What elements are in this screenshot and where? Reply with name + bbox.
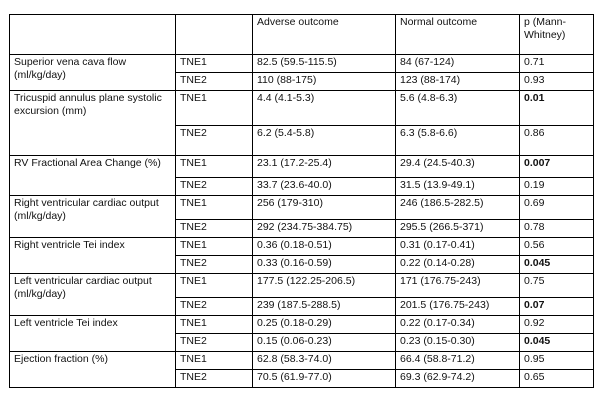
adverse-value-cell: 82.5 (59.5-115.5)	[253, 55, 396, 73]
table-row	[10, 316, 594, 334]
normal-value-cell: 29.4 (24.5-40.3)	[396, 156, 520, 178]
parameter-label: RV Fractional Area Change (%)	[10, 156, 176, 196]
normal-value-cell: 69.3 (62.9-74.2)	[396, 370, 520, 388]
normal-value-cell: 0.22 (0.17-0.34)	[396, 316, 520, 334]
normal-value-cell: 5.6 (4.8-6.3)	[396, 91, 520, 126]
p-value-cell: 0.07	[520, 298, 594, 316]
tne-cell: TNE1	[176, 274, 253, 298]
normal-value-cell: 201.5 (176.75-243)	[396, 298, 520, 316]
table-row	[10, 196, 594, 220]
p-value-cell: 0.19	[520, 178, 594, 196]
p-value-cell: 0.75	[520, 274, 594, 298]
p-value-cell: 0.69	[520, 196, 594, 220]
normal-value-cell: 171 (176.75-243)	[396, 274, 520, 298]
parameter-label: Tricuspid annulus plane systolic excursion (mm)	[10, 91, 176, 156]
p-value-cell: 0.01	[520, 91, 594, 126]
header-normal-outcome: Normal outcome	[396, 15, 520, 55]
p-value-cell: 0.86	[520, 126, 594, 156]
tne-cell: TNE2	[176, 73, 253, 91]
adverse-value-cell: 292 (234.75-384.75)	[253, 220, 396, 238]
tne-cell: TNE1	[176, 196, 253, 220]
header-cell-empty	[176, 15, 253, 55]
header-p-value: p (Mann-Whitney)	[520, 15, 594, 55]
table-container	[9, 14, 594, 388]
tne-cell: TNE2	[176, 126, 253, 156]
p-value-cell: 0.92	[520, 316, 594, 334]
tne-cell: TNE2	[176, 334, 253, 352]
tne-cell: TNE1	[176, 352, 253, 370]
adverse-value-cell: 0.25 (0.18-0.29)	[253, 316, 396, 334]
parameter-label: Left ventricular cardiac output (ml/kg/day)	[10, 274, 176, 316]
adverse-value-cell: 6.2 (5.4-5.8)	[253, 126, 396, 156]
adverse-value-cell: 0.33 (0.16-0.59)	[253, 256, 396, 274]
adverse-value-cell: 62.8 (58.3-74.0)	[253, 352, 396, 370]
adverse-value-cell: 23.1 (17.2-25.4)	[253, 156, 396, 178]
normal-value-cell: 0.31 (0.17-0.41)	[396, 238, 520, 256]
header-cell-empty	[10, 15, 176, 55]
parameter-label: Ejection fraction (%)	[10, 352, 176, 388]
p-value-cell: 0.78	[520, 220, 594, 238]
header-adverse-outcome: Adverse outcome	[253, 15, 396, 55]
normal-value-cell: 84 (67-124)	[396, 55, 520, 73]
adverse-value-cell: 33.7 (23.6-40.0)	[253, 178, 396, 196]
table-row	[10, 352, 594, 370]
parameter-label: Superior vena cava flow (ml/kg/day)	[10, 55, 176, 91]
p-value-cell: 0.93	[520, 73, 594, 91]
results-table	[9, 14, 594, 388]
normal-value-cell: 0.22 (0.14-0.28)	[396, 256, 520, 274]
normal-value-cell: 295.5 (266.5-371)	[396, 220, 520, 238]
adverse-value-cell: 4.4 (4.1-5.3)	[253, 91, 396, 126]
tne-cell: TNE1	[176, 238, 253, 256]
normal-value-cell: 6.3 (5.8-6.6)	[396, 126, 520, 156]
parameter-label: Right ventricular cardiac output (ml/kg/day)	[10, 196, 176, 238]
p-value-cell: 0.65	[520, 370, 594, 388]
normal-value-cell: 66.4 (58.8-71.2)	[396, 352, 520, 370]
table-row	[10, 238, 594, 256]
header-row	[10, 15, 594, 55]
table-row	[10, 91, 594, 126]
p-value-cell: 0.045	[520, 256, 594, 274]
tne-cell: TNE2	[176, 298, 253, 316]
normal-value-cell: 0.23 (0.15-0.30)	[396, 334, 520, 352]
parameter-label: Right ventricle Tei index	[10, 238, 176, 274]
tne-cell: TNE2	[176, 256, 253, 274]
tne-cell: TNE1	[176, 55, 253, 73]
tne-cell: TNE2	[176, 370, 253, 388]
adverse-value-cell: 177.5 (122.25-206.5)	[253, 274, 396, 298]
table-row	[10, 156, 594, 178]
tne-cell: TNE1	[176, 156, 253, 178]
tne-cell: TNE1	[176, 316, 253, 334]
p-value-cell: 0.56	[520, 238, 594, 256]
p-value-cell: 0.71	[520, 55, 594, 73]
adverse-value-cell: 0.36 (0.18-0.51)	[253, 238, 396, 256]
adverse-value-cell: 256 (179-310)	[253, 196, 396, 220]
adverse-value-cell: 239 (187.5-288.5)	[253, 298, 396, 316]
normal-value-cell: 246 (186.5-282.5)	[396, 196, 520, 220]
tne-cell: TNE2	[176, 220, 253, 238]
p-value-cell: 0.95	[520, 352, 594, 370]
adverse-value-cell: 70.5 (61.9-77.0)	[253, 370, 396, 388]
normal-value-cell: 123 (88-174)	[396, 73, 520, 91]
adverse-value-cell: 0.15 (0.06-0.23)	[253, 334, 396, 352]
adverse-value-cell: 110 (88-175)	[253, 73, 396, 91]
table-row	[10, 274, 594, 298]
table-row	[10, 55, 594, 73]
tne-cell: TNE2	[176, 178, 253, 196]
parameter-label: Left ventricle Tei index	[10, 316, 176, 352]
p-value-cell: 0.045	[520, 334, 594, 352]
normal-value-cell: 31.5 (13.9-49.1)	[396, 178, 520, 196]
p-value-cell: 0.007	[520, 156, 594, 178]
tne-cell: TNE1	[176, 91, 253, 126]
